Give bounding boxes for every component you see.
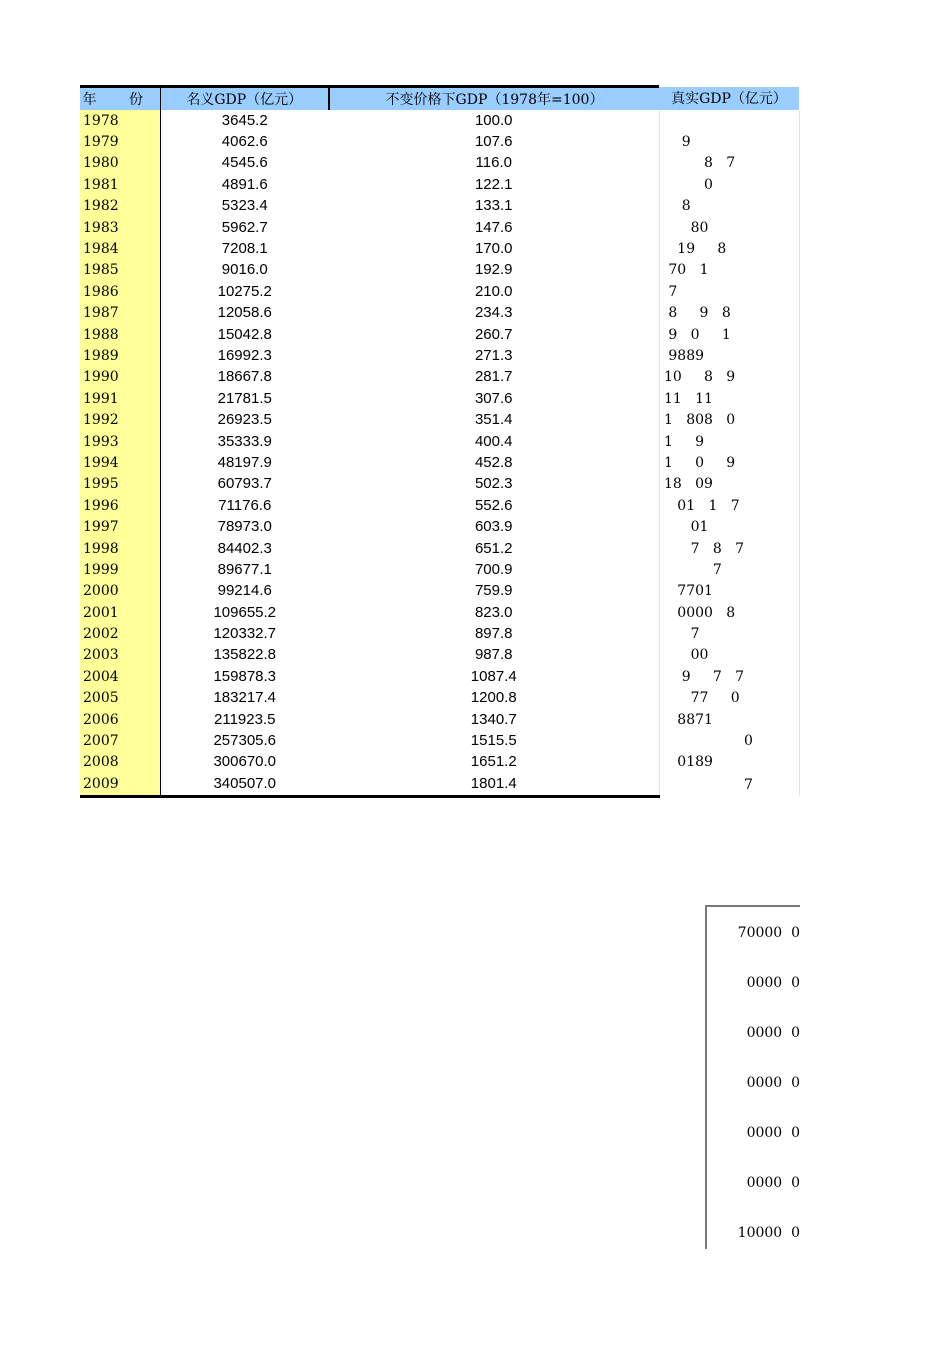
year-cell[interactable]: 2000	[80, 581, 160, 602]
constant-gdp-cell[interactable]: 116.0	[475, 154, 512, 172]
constant-gdp-cell[interactable]: 100.0	[474, 111, 513, 129]
real-gdp-cell[interactable]: 8	[659, 196, 799, 217]
table-row	[80, 260, 799, 281]
nominal-gdp-cell[interactable]: 84402.3	[160, 538, 329, 559]
gdp-table	[80, 85, 800, 798]
real-gdp-cell[interactable]: 8871	[659, 709, 799, 730]
constant-gdp-cell[interactable]: 1087.4	[470, 667, 517, 685]
nominal-gdp-cell[interactable]: 4891.6	[160, 174, 329, 195]
axis-tick-label: 0000 0	[746, 1025, 800, 1041]
constant-gdp-cell[interactable]: 271.3	[474, 346, 513, 364]
nominal-gdp-cell[interactable]: 211923.5	[160, 709, 329, 730]
real-gdp-cell[interactable]: 11 11	[659, 388, 799, 409]
table-row	[80, 752, 799, 773]
year-cell[interactable]: 1985	[80, 260, 160, 281]
year-cell[interactable]: 1993	[80, 431, 160, 452]
nominal-gdp-cell[interactable]: 7208.1	[160, 238, 329, 259]
real-gdp-cell[interactable]: 80	[659, 217, 799, 238]
constant-gdp-cell[interactable]: 552.6	[474, 496, 513, 514]
nominal-gdp-cell[interactable]: 16992.3	[160, 345, 329, 366]
year-cell[interactable]: 2005	[80, 688, 160, 709]
nominal-gdp-cell[interactable]: 26923.5	[160, 409, 329, 430]
nominal-gdp-cell[interactable]: 99214.6	[160, 581, 329, 602]
real-gdp-cell[interactable]: 0	[659, 730, 799, 751]
year-cell[interactable]: 1986	[80, 281, 160, 302]
constant-gdp-cell[interactable]: 170.0	[474, 240, 513, 258]
table-row	[80, 174, 799, 195]
nominal-gdp-cell[interactable]: 120332.7	[160, 623, 329, 644]
constant-gdp-cell[interactable]: 759.9	[474, 582, 513, 600]
constant-gdp-cell[interactable]: 987.8	[474, 646, 513, 664]
nominal-gdp-cell[interactable]: 35333.9	[160, 431, 329, 452]
year-cell[interactable]: 1996	[80, 495, 160, 516]
nominal-gdp-cell[interactable]: 71176.6	[160, 495, 329, 516]
real-gdp-cell[interactable]	[659, 110, 799, 131]
nominal-gdp-cell[interactable]: 12058.6	[160, 303, 329, 324]
table-row	[80, 367, 799, 388]
real-gdp-cell[interactable]: 01 1 7	[659, 495, 799, 516]
constant-gdp-cell[interactable]: 307.6	[474, 389, 513, 407]
year-cell[interactable]: 2001	[80, 602, 160, 623]
table-row	[80, 324, 799, 345]
constant-gdp-cell[interactable]: 210.0	[474, 282, 513, 300]
real-gdp-cell[interactable]: 00	[659, 645, 799, 666]
constant-gdp-cell[interactable]: 107.6	[474, 133, 513, 151]
table-row	[80, 516, 799, 537]
nominal-gdp-cell[interactable]: 300670.0	[160, 752, 329, 773]
header-constant-price-gdp[interactable]: 不变价格下GDP（1978年=100）	[329, 87, 659, 111]
table-row	[80, 131, 799, 152]
table-row	[80, 452, 799, 473]
nominal-gdp-cell[interactable]: 183217.4	[160, 688, 329, 709]
year-cell[interactable]: 2002	[80, 623, 160, 644]
real-gdp-cell[interactable]: 10 8 9	[659, 367, 799, 388]
table-row	[80, 474, 799, 495]
nominal-gdp-cell[interactable]: 135822.8	[160, 645, 329, 666]
header-year[interactable]: 年 份	[80, 87, 160, 111]
nominal-gdp-cell[interactable]: 5323.4	[160, 196, 329, 217]
nominal-gdp-cell[interactable]: 5962.7	[160, 217, 329, 238]
axis-tick-label: 0000 0	[746, 975, 800, 991]
real-gdp-cell[interactable]: 7	[659, 281, 799, 302]
nominal-gdp-cell[interactable]: 18667.8	[160, 367, 329, 388]
real-gdp-cell[interactable]: 1 808 0	[659, 409, 799, 430]
real-gdp-cell[interactable]: 8 9 8	[659, 303, 799, 324]
real-gdp-cell[interactable]: 19 8	[659, 238, 799, 259]
table-row	[80, 196, 799, 217]
real-gdp-cell[interactable]: 7701	[659, 581, 799, 602]
year-cell[interactable]: 1979	[80, 131, 160, 152]
nominal-gdp-cell[interactable]: 340507.0	[160, 773, 329, 796]
year-cell[interactable]: 1990	[80, 367, 160, 388]
real-gdp-cell[interactable]: 1 0 9	[659, 452, 799, 473]
table-row	[80, 388, 799, 409]
header-nominal-gdp[interactable]: 名义GDP（亿元）	[160, 87, 329, 111]
year-cell[interactable]: 2008	[80, 752, 160, 773]
real-gdp-cell[interactable]: 77 0	[659, 688, 799, 709]
constant-gdp-cell[interactable]: 823.0	[474, 603, 513, 621]
real-gdp-cell[interactable]: 0189	[659, 752, 799, 773]
year-cell[interactable]: 1995	[80, 474, 160, 495]
table-row	[80, 281, 799, 302]
table-row	[80, 666, 799, 687]
constant-gdp-cell[interactable]: 452.8	[474, 453, 513, 471]
constant-gdp-cell[interactable]: 234.3	[474, 304, 513, 322]
year-cell[interactable]: 1997	[80, 516, 160, 537]
table-row	[80, 709, 799, 730]
table-row	[80, 559, 799, 580]
real-gdp-cell[interactable]: 18 09	[659, 474, 799, 495]
real-gdp-cell[interactable]: 0000 8	[659, 602, 799, 623]
year-cell[interactable]: 1999	[80, 559, 160, 580]
axis-tick-label: 0000 0	[746, 1075, 800, 1091]
constant-gdp-cell[interactable]: 700.9	[474, 560, 513, 578]
chart-fragment	[705, 905, 800, 1249]
constant-gdp-cell[interactable]: 502.3	[474, 475, 513, 493]
constant-gdp-cell[interactable]: 147.6	[474, 218, 513, 236]
nominal-gdp-cell[interactable]: 89677.1	[160, 559, 329, 580]
axis-tick-label: 0000 0	[746, 1175, 800, 1191]
nominal-gdp-cell[interactable]: 4545.6	[160, 153, 329, 174]
real-gdp-cell[interactable]: 9889	[659, 345, 799, 366]
nominal-gdp-cell[interactable]: 21781.5	[160, 388, 329, 409]
year-cell[interactable]: 1988	[80, 324, 160, 345]
axis-tick-label: 10000 0	[737, 1225, 800, 1241]
constant-gdp-cell[interactable]: 260.7	[474, 325, 513, 343]
year-cell[interactable]: 1989	[80, 345, 160, 366]
nominal-gdp-cell[interactable]: 159878.3	[160, 666, 329, 687]
year-cell[interactable]: 1998	[80, 538, 160, 559]
constant-gdp-cell[interactable]: 192.9	[474, 261, 513, 279]
real-gdp-cell[interactable]: 9	[659, 131, 799, 152]
year-cell[interactable]: 2007	[80, 730, 160, 751]
nominal-gdp-cell[interactable]: 48197.9	[160, 452, 329, 473]
header-real-gdp[interactable]: 真实GDP（亿元）	[659, 87, 799, 111]
table-row	[80, 688, 799, 709]
nominal-gdp-cell[interactable]: 60793.7	[160, 474, 329, 495]
table-row	[80, 153, 799, 174]
constant-gdp-cell[interactable]: 1515.5	[470, 732, 517, 750]
real-gdp-cell[interactable]: 1 9	[659, 431, 799, 452]
year-cell[interactable]: 1980	[80, 153, 160, 174]
axis-tick-label: 70000 0	[737, 925, 800, 941]
nominal-gdp-cell[interactable]: 15042.8	[160, 324, 329, 345]
year-cell[interactable]: 1992	[80, 409, 160, 430]
table-row	[80, 730, 799, 751]
axis-tick-label: 0000 0	[746, 1125, 800, 1141]
year-cell[interactable]: 2003	[80, 645, 160, 666]
constant-gdp-cell[interactable]: 897.8	[474, 625, 513, 643]
table-row	[80, 773, 799, 796]
table-row	[80, 217, 799, 238]
constant-gdp-cell[interactable]: 651.2	[474, 539, 513, 557]
table-row	[80, 538, 799, 559]
table-row	[80, 409, 799, 430]
nominal-gdp-cell[interactable]: 78973.0	[160, 516, 329, 537]
year-cell[interactable]: 1991	[80, 388, 160, 409]
nominal-gdp-cell[interactable]: 4062.6	[160, 131, 329, 152]
table-row	[80, 431, 799, 452]
table-row	[80, 303, 799, 324]
nominal-gdp-cell[interactable]: 9016.0	[160, 260, 329, 281]
real-gdp-cell[interactable]: 0	[659, 174, 799, 195]
year-cell[interactable]: 1978	[80, 110, 160, 131]
year-cell[interactable]: 1984	[80, 238, 160, 259]
constant-gdp-cell[interactable]: 1340.7	[470, 710, 517, 728]
constant-gdp-cell[interactable]: 281.7	[474, 368, 513, 386]
year-cell[interactable]: 1981	[80, 174, 160, 195]
year-cell[interactable]: 1983	[80, 217, 160, 238]
table-row	[80, 110, 799, 131]
constant-gdp-cell[interactable]: 1200.8	[470, 689, 517, 707]
year-cell[interactable]: 2006	[80, 709, 160, 730]
table-row	[80, 581, 799, 602]
table-row	[80, 495, 799, 516]
real-gdp-cell[interactable]: 7 8 7	[659, 538, 799, 559]
constant-gdp-cell[interactable]: 400.4	[474, 432, 513, 450]
year-cell[interactable]: 1994	[80, 452, 160, 473]
year-cell[interactable]: 2009	[80, 773, 160, 796]
year-cell[interactable]: 1987	[80, 303, 160, 324]
constant-gdp-cell[interactable]: 603.9	[474, 518, 513, 536]
constant-gdp-cell[interactable]: 351.4	[474, 411, 513, 429]
table-row	[80, 645, 799, 666]
real-gdp-cell[interactable]: 9 7 7	[659, 666, 799, 687]
real-gdp-cell[interactable]: 7	[659, 623, 799, 644]
real-gdp-cell[interactable]: 7	[659, 559, 799, 580]
year-cell[interactable]: 1982	[80, 196, 160, 217]
header-row	[80, 87, 799, 111]
constant-gdp-cell[interactable]: 1801.4	[329, 773, 659, 796]
table-row	[80, 602, 799, 623]
nominal-gdp-cell[interactable]: 109655.2	[160, 602, 329, 623]
constant-gdp-cell[interactable]: 133.1	[474, 197, 513, 215]
nominal-gdp-cell[interactable]: 257305.6	[160, 730, 329, 751]
table-row	[80, 345, 799, 366]
table-row	[80, 238, 799, 259]
year-cell[interactable]: 2004	[80, 666, 160, 687]
nominal-gdp-cell[interactable]: 10275.2	[160, 281, 329, 302]
real-gdp-cell[interactable]: 70 1	[659, 260, 799, 281]
real-gdp-cell[interactable]: 01	[659, 516, 799, 537]
table-row	[80, 623, 799, 644]
constant-gdp-cell[interactable]: 122.1	[474, 175, 513, 193]
real-gdp-cell[interactable]: 9 0 1	[659, 324, 799, 345]
nominal-gdp-cell[interactable]: 3645.2	[160, 110, 329, 131]
real-gdp-cell[interactable]: 7	[659, 773, 799, 796]
constant-gdp-cell[interactable]: 1651.2	[470, 753, 517, 771]
real-gdp-cell[interactable]: 8 7	[659, 153, 799, 174]
